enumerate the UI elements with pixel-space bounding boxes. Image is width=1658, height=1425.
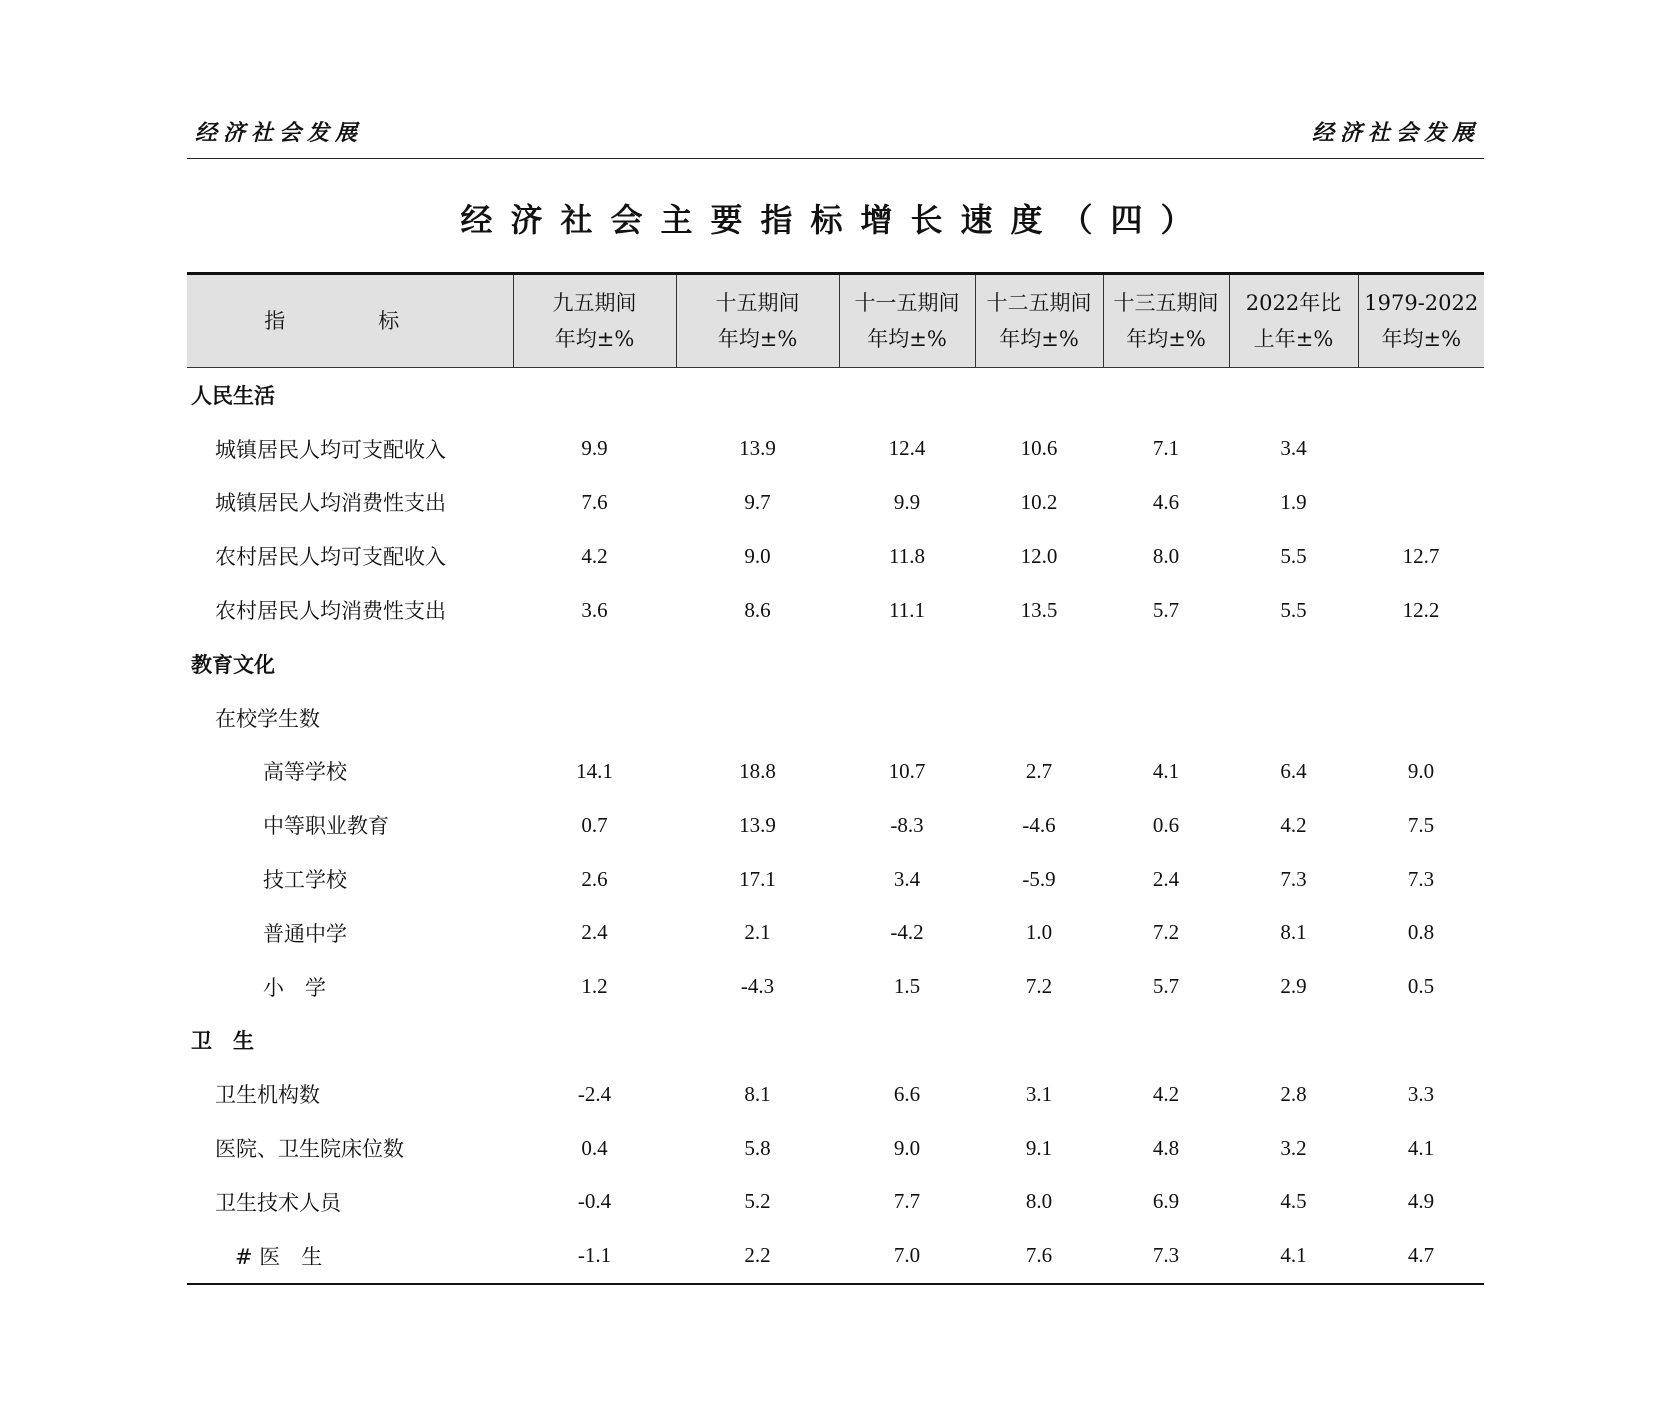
table-row — [187, 1175, 1484, 1229]
cell: 8.6 — [744, 597, 771, 622]
row-label: 高等学校 — [263, 760, 347, 785]
cell: 1.9 — [1280, 489, 1307, 514]
cell — [1229, 1014, 1358, 1068]
cell — [975, 1014, 1103, 1068]
cell: 7.1 — [1152, 436, 1180, 461]
cell: 4.1 — [1229, 1229, 1358, 1284]
cell: 2.7 — [1025, 758, 1053, 783]
row-label: 城镇居民人均消费性支出 — [215, 491, 446, 516]
cell: 11.1 — [889, 597, 925, 622]
cell: 9.9 — [893, 489, 921, 514]
row-label: 城镇居民人均可支配收入 — [215, 437, 446, 462]
cell: 4.8 — [1152, 1135, 1180, 1160]
cell: 4.1 — [1152, 758, 1180, 783]
table-header-row — [187, 274, 1484, 368]
cell: 3.4 — [1280, 436, 1307, 461]
cell: 2.4 — [581, 920, 608, 945]
row-label: 技工学校 — [263, 868, 347, 893]
cell: 10.2 — [1020, 489, 1058, 514]
cell: 7.6 — [975, 1229, 1103, 1284]
cell: 9.9 — [581, 436, 608, 461]
cell: 4.2 — [1280, 812, 1307, 837]
cell: -2.4 — [577, 1081, 612, 1106]
cell: 7.3 — [1103, 1229, 1229, 1284]
cell: 5.8 — [744, 1135, 771, 1160]
cell: -5.9 — [1022, 866, 1056, 891]
cell: 7.0 — [839, 1229, 975, 1284]
cell: 7.5 — [1407, 812, 1435, 837]
section-row — [187, 368, 1484, 422]
row-label: 医院、卫生院床位数 — [215, 1137, 404, 1162]
cell: 12.0 — [1020, 543, 1058, 568]
cell: 0.6 — [1152, 812, 1180, 837]
col-header-9th-plan: 九五期间 年均±% — [513, 274, 676, 368]
cell — [513, 691, 676, 745]
cell: 12.7 — [1402, 543, 1440, 568]
table-row — [187, 745, 1484, 799]
col-header-indicator: 指 标 — [187, 274, 513, 368]
cell — [1358, 476, 1484, 530]
cell: 14.1 — [576, 758, 613, 783]
table-row — [187, 1121, 1484, 1175]
cell: 0.4 — [581, 1135, 608, 1160]
section-row — [187, 637, 1484, 691]
table-title: 经济社会主要指标增长速度（四） — [460, 201, 1211, 239]
cell: 3.3 — [1407, 1081, 1435, 1106]
cell: 13.5 — [1020, 597, 1058, 622]
cell — [513, 368, 676, 422]
row-label: 教育文化 — [191, 652, 275, 677]
row-label: 小 学 — [263, 975, 326, 1000]
cell: 2.2 — [676, 1229, 839, 1284]
cell: 8.0 — [1152, 543, 1180, 568]
row-label: # 医 生 — [187, 1229, 513, 1284]
table-row — [187, 476, 1484, 530]
row-label: 农村居民人均消费性支出 — [215, 599, 446, 624]
cell: 8.0 — [1025, 1189, 1053, 1214]
cell — [1358, 1014, 1484, 1068]
cell: 17.1 — [739, 866, 776, 891]
cell: 9.0 — [893, 1135, 921, 1160]
cell — [1229, 368, 1358, 422]
cell — [676, 1014, 839, 1068]
cell — [676, 368, 839, 422]
cell: 7.6 — [581, 489, 608, 514]
row-label: 卫 生 — [191, 1029, 254, 1054]
cell: 4.9 — [1407, 1189, 1435, 1214]
cell: 5.7 — [1152, 597, 1180, 622]
page-header — [187, 110, 1484, 159]
cell: 3.2 — [1280, 1135, 1307, 1160]
cell: 9.0 — [744, 543, 771, 568]
cell — [1358, 368, 1484, 422]
col-header-2022-yoy: 2022年比 上年±% — [1229, 274, 1358, 368]
cell: 2.6 — [581, 866, 608, 891]
cell: -4.2 — [890, 920, 924, 945]
cell — [1358, 422, 1484, 476]
row-label: 普通中学 — [263, 921, 347, 946]
cell: 11.8 — [889, 543, 925, 568]
cell — [975, 637, 1103, 691]
cell — [676, 637, 839, 691]
cell — [513, 1014, 676, 1068]
cell: 4.5 — [1280, 1189, 1307, 1214]
section-row — [187, 1014, 1484, 1068]
cell — [1103, 1014, 1229, 1068]
cell: 6.6 — [893, 1081, 921, 1106]
col-header-13th-plan: 十三五期间 年均±% — [1103, 274, 1229, 368]
col-header-1979-2022: 1979-2022 年均±% — [1358, 274, 1484, 368]
cell: -4.6 — [1022, 812, 1056, 837]
col-header-10th-plan: 十五期间 年均±% — [676, 274, 839, 368]
cell: 13.9 — [739, 812, 776, 837]
cell: 3.6 — [581, 597, 608, 622]
cell: 13.9 — [739, 436, 776, 461]
row-label: 农村居民人均可支配收入 — [215, 545, 446, 570]
cell: 2.8 — [1280, 1081, 1307, 1106]
cell: 5.2 — [744, 1189, 771, 1214]
cell — [513, 637, 676, 691]
cell: 12.2 — [1402, 597, 1440, 622]
header-right-title: 经济社会发展 — [1311, 120, 1480, 146]
cell: 9.1 — [1025, 1135, 1053, 1160]
cell — [839, 691, 975, 745]
cell: -1.1 — [513, 1229, 676, 1284]
cell: 7.2 — [1025, 974, 1053, 999]
cell: 0.7 — [581, 812, 608, 837]
cell: 9.7 — [744, 489, 771, 514]
cell: -0.4 — [577, 1189, 612, 1214]
cell — [839, 637, 975, 691]
row-label: 在校学生数 — [215, 706, 320, 731]
cell: 2.4 — [1152, 866, 1180, 891]
cell: 0.8 — [1407, 920, 1435, 945]
cell — [1358, 691, 1484, 745]
cell: 6.9 — [1152, 1189, 1180, 1214]
cell: 10.7 — [888, 758, 926, 783]
cell: -8.3 — [890, 812, 924, 837]
table-row — [187, 960, 1484, 1014]
cell — [1229, 691, 1358, 745]
cell — [839, 368, 975, 422]
table-row — [187, 583, 1484, 637]
cell — [1103, 691, 1229, 745]
row-label: 卫生技术人员 — [215, 1190, 341, 1215]
table-row — [187, 529, 1484, 583]
cell: 0.5 — [1407, 974, 1435, 999]
cell: 8.1 — [1280, 920, 1307, 945]
cell: 4.2 — [1152, 1081, 1180, 1106]
cell: 7.3 — [1407, 866, 1435, 891]
row-label: 中等职业教育 — [263, 814, 389, 839]
header-left-title: 经济社会发展 — [195, 120, 364, 146]
table-row — [187, 422, 1484, 476]
cell: -4.3 — [740, 974, 775, 999]
cell: 18.8 — [739, 758, 776, 783]
cell: 4.1 — [1407, 1135, 1435, 1160]
cell: 5.7 — [1152, 974, 1180, 999]
table-row — [187, 798, 1484, 852]
cell: 1.5 — [893, 974, 921, 999]
col-header-11th-plan: 十一五期间 年均±% — [839, 274, 975, 368]
cell — [1229, 637, 1358, 691]
cell: 7.2 — [1152, 920, 1180, 945]
cell: 10.6 — [1020, 436, 1058, 461]
cell: 4.2 — [581, 543, 608, 568]
cell: 4.6 — [1152, 489, 1180, 514]
row-label: 人民生活 — [191, 383, 275, 408]
table-row — [187, 1067, 1484, 1121]
cell: 9.0 — [1407, 758, 1435, 783]
cell: 1.0 — [1025, 920, 1053, 945]
cell: 5.5 — [1280, 543, 1307, 568]
cell: 7.7 — [893, 1189, 921, 1214]
cell: 7.3 — [1280, 866, 1307, 891]
cell: 8.1 — [744, 1081, 771, 1106]
cell: 3.4 — [893, 866, 921, 891]
cell: 12.4 — [888, 436, 926, 461]
cell: 2.1 — [744, 920, 771, 945]
cell — [1103, 637, 1229, 691]
cell: 3.1 — [1025, 1081, 1053, 1106]
cell — [1358, 637, 1484, 691]
col-header-12th-plan: 十二五期间 年均±% — [975, 274, 1103, 368]
cell: 1.2 — [581, 974, 608, 999]
cell — [1103, 368, 1229, 422]
table-row — [187, 906, 1484, 960]
table-row — [187, 691, 1484, 745]
cell — [839, 1014, 975, 1068]
cell — [676, 691, 839, 745]
indicator-table — [187, 272, 1484, 1285]
table-row — [187, 1229, 1484, 1284]
cell: 5.5 — [1280, 597, 1307, 622]
cell: 4.7 — [1358, 1229, 1484, 1284]
cell — [975, 368, 1103, 422]
table-row — [187, 852, 1484, 906]
cell — [975, 691, 1103, 745]
cell: 2.9 — [1280, 974, 1307, 999]
row-label: 卫生机构数 — [215, 1083, 320, 1108]
cell: 6.4 — [1280, 758, 1307, 783]
